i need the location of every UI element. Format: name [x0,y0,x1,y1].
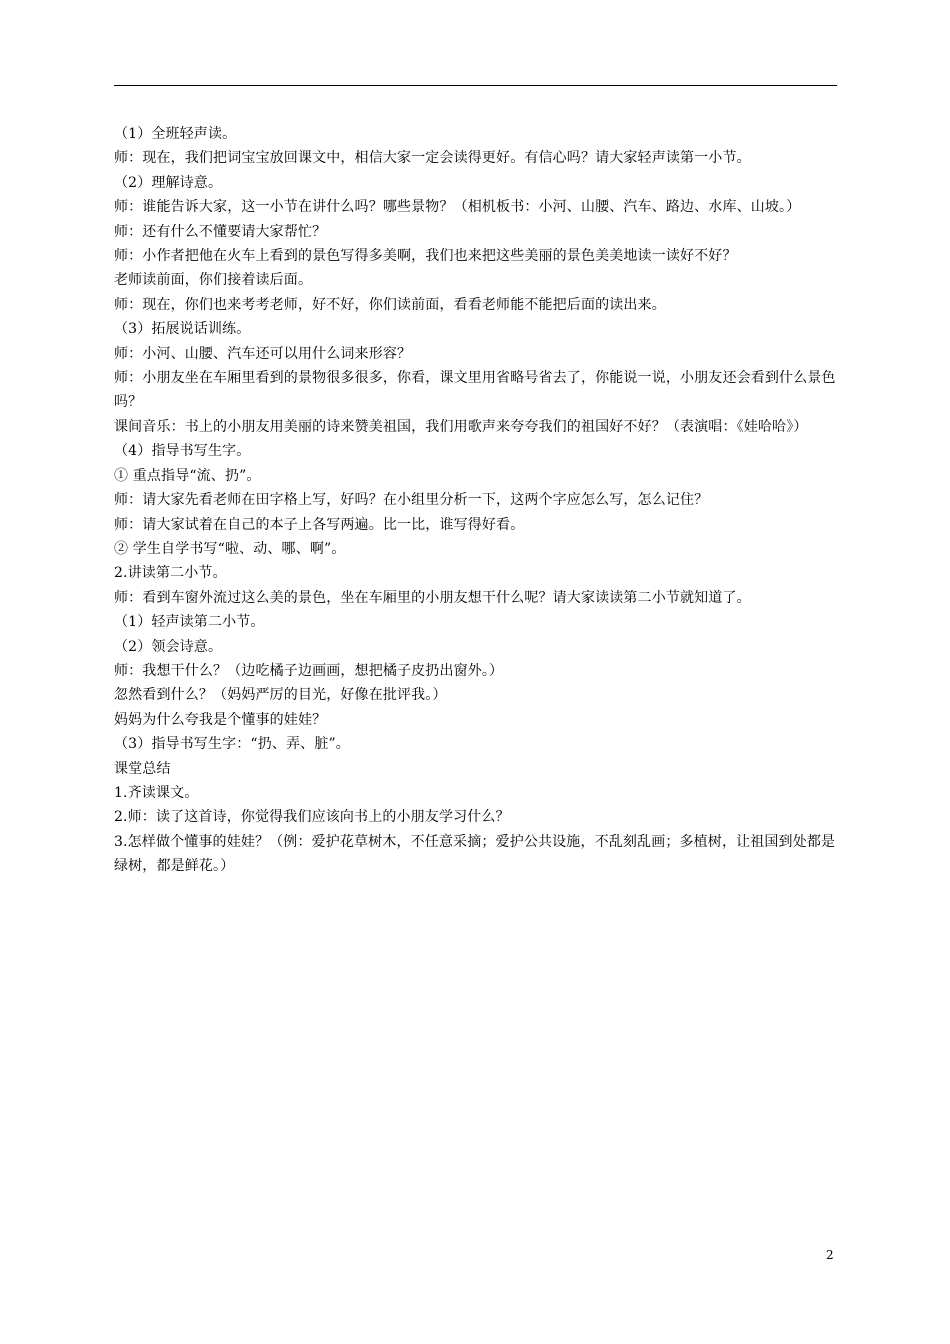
paragraph: 师：小河、山腰、汽车还可以用什么词来形容？ [114,345,412,362]
paragraph: 妈妈为什么夸我是个懂事的娃娃？ [114,711,327,728]
paragraph: 师：看到车窗外流过这么美的景色，坐在车厢里的小朋友想干什么呢？请大家读读第二小节就知道了。 [114,589,751,606]
paragraph: （3）指导书写生字：“扔、弄、脏”。 [114,736,350,753]
paragraph: 师：请大家先看老师在田字格上写，好吗？在小组里分析一下，这两个字应怎么写，怎么记住？ [114,492,709,509]
paragraph: （2）领会诗意。 [114,638,223,655]
paragraph: 2.师：读了这首诗，你觉得我们应该向书上的小朋友学习什么？ [114,809,510,826]
document-body [114,122,840,879]
paragraph: （1）全班轻声读。 [114,126,237,142]
paragraph: 师：小作者把他在火车上看到的景色写得多美啊，我们也来把这些美丽的景色美美地读一读好不好？ [114,248,737,265]
paragraph: 课间音乐：书上的小朋友用美丽的诗来赞美祖国，我们用歌声来夸夸我们的祖国好不好？（表演唱：《娃哈哈》） [114,418,808,435]
paragraph: 忽然看到什么？（妈妈严厉的目光，好像在批评我。） [114,687,447,704]
section-heading: 课堂总结 [114,760,171,777]
paragraph: ① 重点指导“流、扔”。 [114,467,261,484]
paragraph: （3）拓展说话训练。 [114,321,251,338]
paragraph: 2.讲读第二小节。 [114,565,227,582]
paragraph: 老师读前面，你们接着读后面。 [114,272,313,289]
paragraph: （2）理解诗意。 [114,174,223,191]
paragraph: 3.怎样做个懂事的娃娃？（例：爱护花草树木，不任意采摘；爱护公共设施，不乱刻乱画；多植树，让祖国到处都是绿树，都是鲜花。） [114,833,836,875]
paragraph: 师：谁能告诉大家，这一小节在讲什么吗？哪些景物？（相机板书：小河、山腰、汽车、路边、水库、山坡。） [114,199,801,216]
paragraph: 1.齐读课文。 [114,784,199,801]
header-rule [114,85,837,86]
paragraph: 师：小朋友坐在车厢里看到的景物很多很多，你看，课文里用省略号省去了，你能说一说，小朋友还会看到什么景色吗？ [114,370,836,411]
paragraph: 师：请大家试着在自己的本子上各写两遍。比一比，谁写得好看。 [114,516,525,533]
paragraph: 师：现在，你们也来考考老师，好不好，你们读前面，看看老师能不能把后面的读出来。 [114,296,666,313]
paragraph: （4）指导书写生字。 [114,443,251,460]
paragraph: 师：现在，我们把词宝宝放回课文中，相信大家一定会读得更好。有信心吗？请大家轻声读第一小节。 [114,150,751,167]
paragraph: （1）轻声读第二小节。 [114,614,265,631]
page-number: 2 [826,1248,834,1262]
paragraph: ② 学生自学书写“啦、动、哪、啊”。 [114,540,346,557]
paragraph: 师：我想干什么？（边吃橘子边画画，想把橘子皮扔出窗外。） [114,662,504,679]
paragraph: 师：还有什么不懂要请大家帮忙？ [114,223,327,240]
